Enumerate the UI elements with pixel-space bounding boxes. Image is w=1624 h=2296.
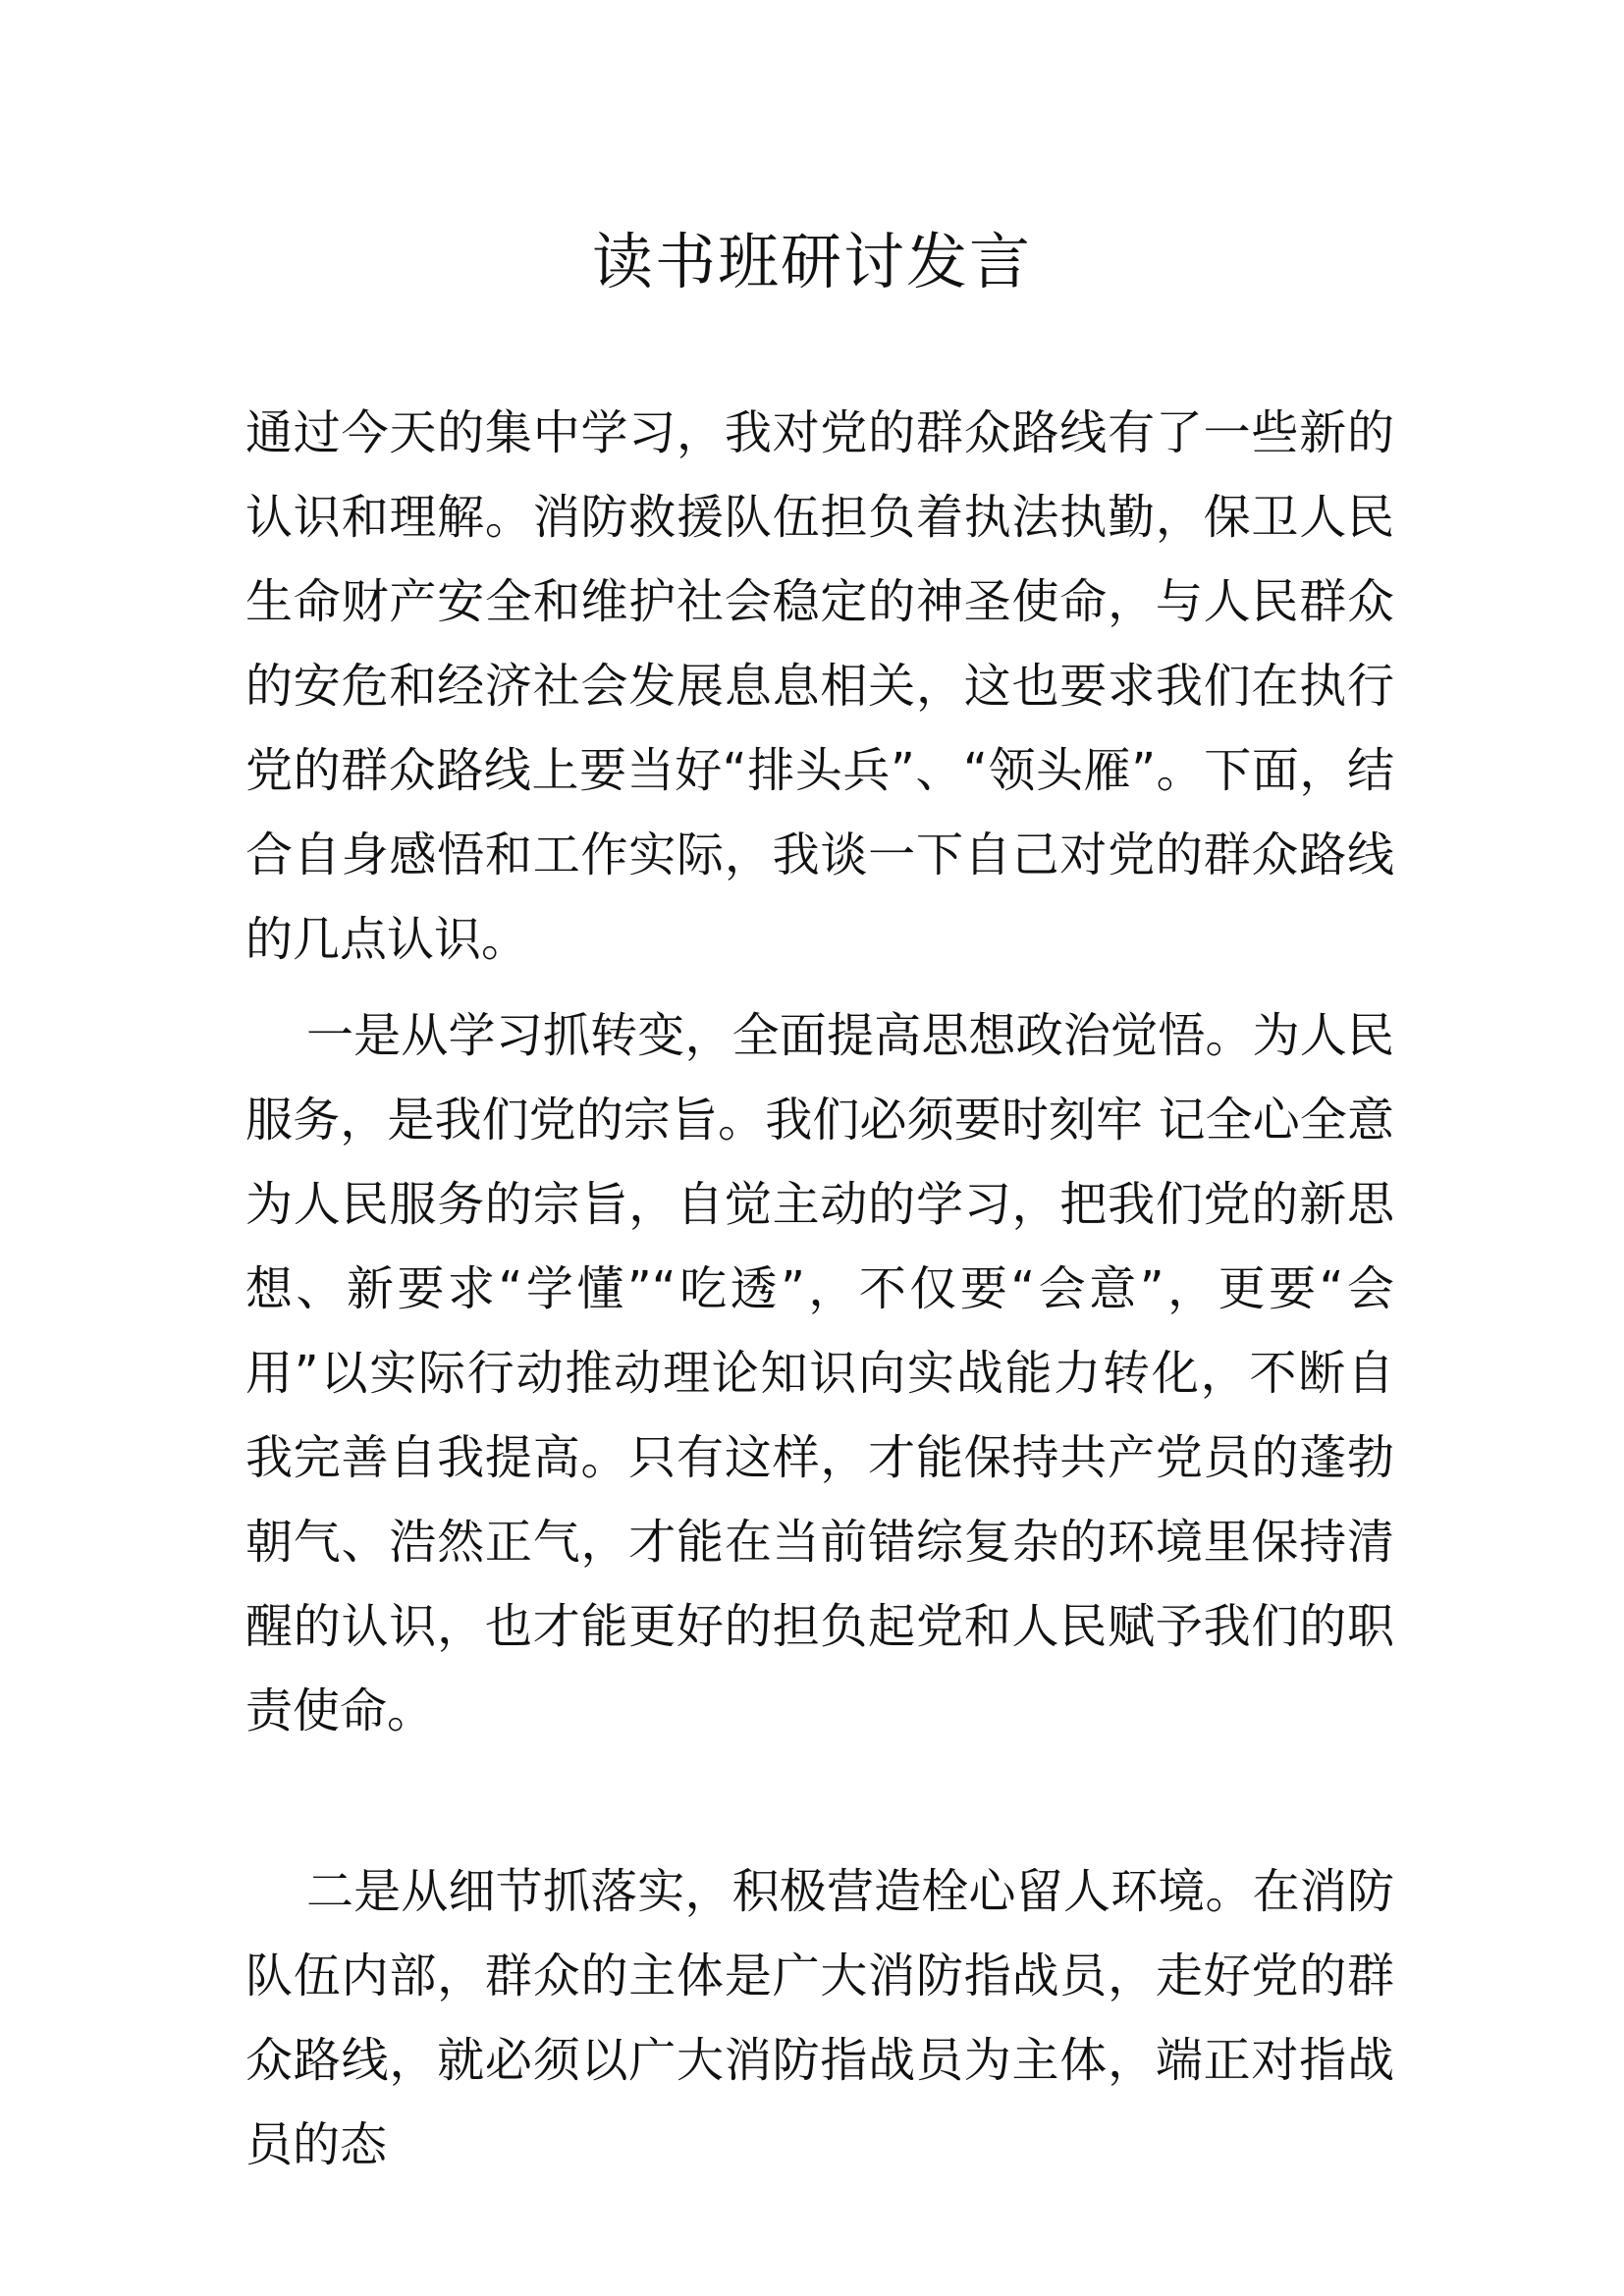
paragraph-point-one: 一是从学习抓转变，全面提高思想政治觉悟。为人民服务，是我们党的宗旨。我们必须要时刻牢 记全心全意为人民服务的宗旨，自觉主动的学习，把我们党的新思想、新要求“学懂”“吃透”，不仅要“会意”，更要“会用”以实际行动推动理论知识向实战能力转化，不断自我完善自我提高。只有这样，才能保持共产党员的蓬勃朝气、浩然正气，才能在当前错综复杂的环境里保持清醒的认识，也才能更好的担负起党和人民赋予我们的职责使命。	[245, 1008, 1394, 1738]
paragraph-point-two: 二是从细节抓落实，积极营造栓心留人环境。在消防队伍内部，群众的主体是广大消防指战员，走好党的群众路线，就必须以广大消防指战员为主体，端正对指战员的态	[245, 1864, 1394, 2172]
paragraph-intro: 通过今天的集中学习，我对党的群众路线有了一些新的认识和理解。消防救援队伍担负着执法执勤，保卫人民生命财产安全和维护社会稳定的神圣使命，与人民群众的安危和经济社会发展息息相关，这也要求我们在执行党的群众路线上要当好“排头兵”、“领头雁”。下面，结合自身感悟和工作实际，我谈一下自己对党的群众路线的几点认识。	[245, 405, 1394, 967]
document-title: 读书班研讨发言	[591, 226, 1032, 297]
